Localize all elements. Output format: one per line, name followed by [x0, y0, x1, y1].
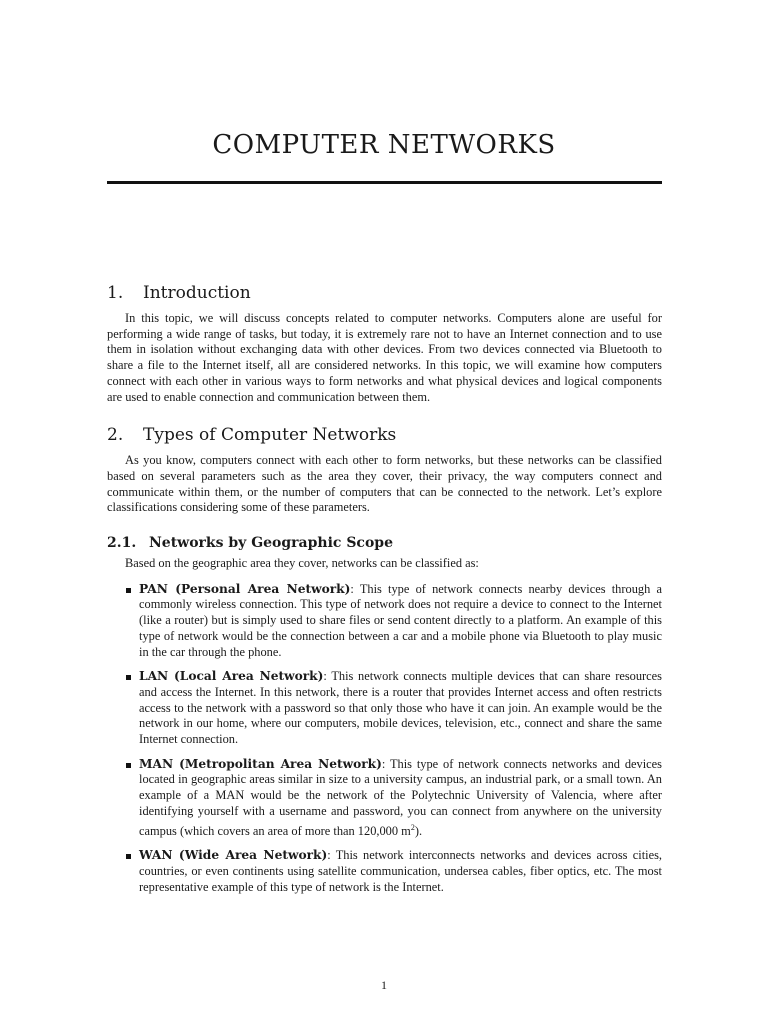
- section-title: Types of Computer Networks: [143, 425, 397, 446]
- network-types-list: [107, 582, 662, 896]
- section-number: 2.: [107, 425, 124, 446]
- list-item-text: : This type of network connects networks and devices located in geographic areas similar in size to a university campus, an industrial park, or a small town. An example of a MAN would be the network of the Polytechnic University of Valencia, where after identifying yourself with a username and password, you can connect from anywhere on the university campus (which covers an area of more than 120,000 m: [139, 756, 662, 838]
- list-item-tail: ).: [414, 823, 423, 838]
- superscript: 2: [410, 822, 415, 832]
- introduction-paragraph: In this topic, we will discuss concepts related to computer networks. Computers alone are useful for performing a wide range of tasks, but today, it is extremely rare not to have an Internet connection and to use them in isolation without exchanging data with other devices. From two devices connected via Bluetooth to share a file to the Internet itself, all are considered networks. In this topic, we will examine how computers connect with each other in various ways to form networks and what physical devices and logical components are used to enable connection and communication between them.: [107, 311, 662, 404]
- section-heading-introduction: [107, 282, 662, 304]
- subsection-heading-geographic-scope: [107, 533, 662, 553]
- list-item-term: WAN (Wide Area Network): [139, 848, 328, 863]
- list-item-wan: [139, 848, 662, 895]
- section-title: Introduction: [143, 283, 251, 303]
- list-item-text: : This network interconnects networks and devices across cities, countries, or even continents using satellite communication, undersea cables, fiber optics, etc. The most representative example of this type of network is the Internet.: [139, 848, 662, 894]
- list-item-pan: [139, 582, 662, 661]
- title-rule: [107, 181, 662, 184]
- subsection-title: Networks by Geographic Scope: [149, 535, 393, 552]
- page-number: 1: [381, 978, 387, 992]
- geographic-scope-lead: Based on the geographic area they cover, networks can be classified as:: [125, 556, 479, 571]
- document-title: COMPUTER NETWORKS: [212, 130, 556, 160]
- list-item-term: LAN (Local Area Network): [139, 669, 324, 684]
- list-item-text: : This type of network connects nearby devices through a commonly wireless connection. This type of network does not require a device to connect to the Internet (like a router) but is simply used to share files or send content directly to a platform. An example of this type of network would be the connection between a car and a mobile phone via Bluetooth to play music in the car through the phone.: [139, 581, 662, 659]
- section-heading-types: [107, 424, 662, 446]
- list-item-lan: [139, 669, 662, 748]
- list-item-man: [139, 757, 662, 840]
- bullet-icon: [126, 588, 131, 593]
- list-item-term: PAN (Personal Area Network): [139, 581, 351, 596]
- document-body: [107, 282, 662, 905]
- bullet-icon: [126, 675, 131, 680]
- bullet-icon: [126, 854, 131, 859]
- list-item-text: : This network connects multiple devices that can share resources and access the Internet. In this network, there is a router that provides Internet access and often restricts access to the network with a password so that only those who have it can join. An example would be the network in our home, where our computers, mobile devices, television, etc., connect and share the same Internet connection.: [139, 669, 662, 747]
- list-item-term: MAN (Metropolitan Area Network): [139, 756, 382, 771]
- types-paragraph: As you know, computers connect with each other to form networks, but these networks can be classified based on several parameters such as the area they cover, their privacy, the way computers connect and communicate within them, or the number of computers that can be connected to the network. Let’s explore classifications considering some of these parameters.: [107, 453, 662, 515]
- section-number: 1.: [107, 283, 124, 303]
- bullet-icon: [126, 763, 131, 768]
- subsection-number: 2.1.: [107, 535, 137, 552]
